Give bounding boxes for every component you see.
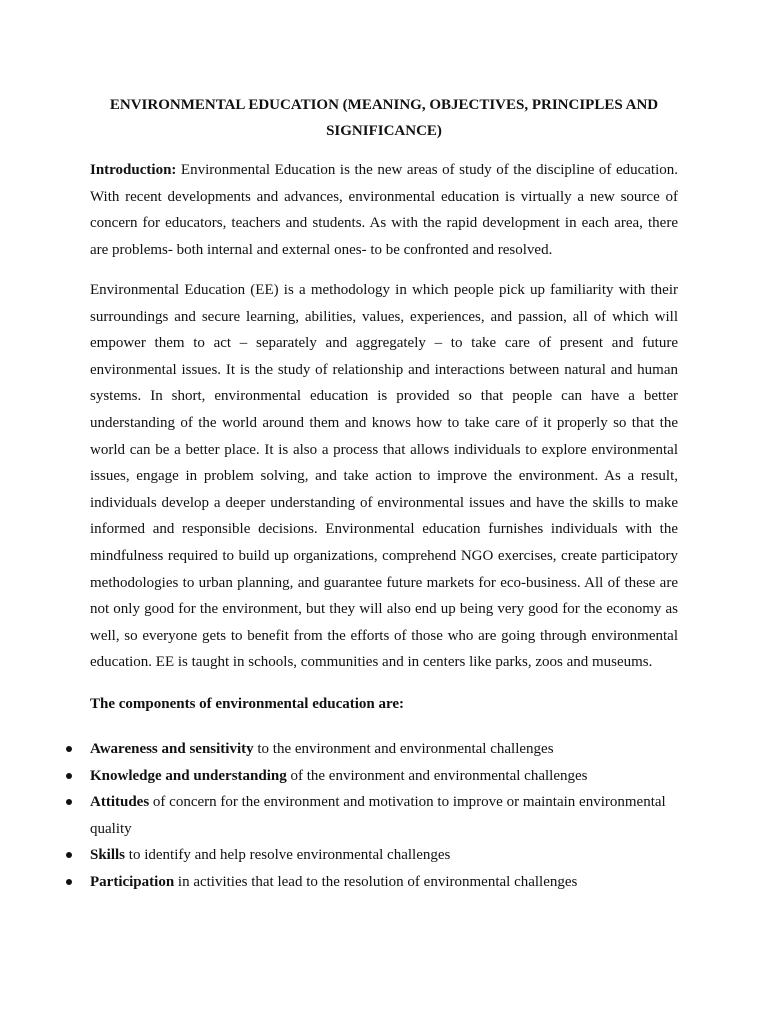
- list-item-text: in activities that lead to the resolution of environmental challenges: [174, 873, 578, 890]
- intro-label: Introduction:: [90, 162, 177, 178]
- intro-text: Environmental Education is the new areas of study of the discipline of education. With recent developments and advances, environmental education is virtually a new source of concern for educators, teachers and students. As with the rapid development in each area, there are problems- both internal and external ones- to be confronted and resolved.: [90, 162, 678, 258]
- definition-paragraph: Environmental Education (EE) is a methodology in which people pick up familiarity with their surroundings and secure learning, abilities, values, experiences, and passion, all of which will empower them to act – separately and aggregately – to take care of present and future environmental issues. It is the study of relationship and interactions between natural and human systems. In short, environmental education is provided so that people can have a better understanding of the world around them and knows how to take care of it properly so that the world can be a better place. It is also a process that allows individuals to explore environmental issues, engage in problem solving, and take action to improve the environment. As a result, individuals develop a deeper understanding of environmental issues and have the skills to make informed and responsible decisions. Environmental education furnishes individuals with the mindfulness required to build up organizations, comprehend NGO exercises, create participatory methodologies to urban planning, and guarantee future markets for eco-business. All of these are not only good for the environment, but they will also end up being very good for the economy as well, so everyone gets to benefit from the efforts of those who are going through environmental education. EE is taught in schools, communities and in centers like parks, zoos and museums.: [90, 282, 678, 671]
- list-item: [90, 869, 678, 896]
- bullet-icon: [66, 799, 72, 805]
- components-list: [90, 736, 678, 896]
- bullet-icon: [66, 879, 72, 885]
- list-item-term: Participation: [90, 873, 175, 890]
- bullet-icon: [66, 773, 72, 779]
- list-item-term: Awareness and sensitivity: [90, 741, 254, 757]
- list-item-text: to the environment and environmental challenges: [253, 741, 554, 757]
- bullet-icon: [66, 852, 72, 858]
- list-item-term: Skills: [90, 847, 126, 864]
- intro-paragraph: [90, 157, 678, 263]
- list-item: [90, 763, 678, 790]
- page-title: ENVIRONMENTAL EDUCATION (MEANING, OBJECTIVES, PRINCIPLES AND SIGNIFICANCE): [109, 97, 659, 139]
- list-item-term: Attitudes: [90, 794, 150, 811]
- list-item-text: to identify and help resolve environmental challenges: [125, 847, 451, 864]
- list-item-text: of the environment and environmental challenges: [286, 767, 588, 784]
- list-item-text: of concern for the environment and motivation to improve or maintain environmental quality: [90, 794, 666, 837]
- list-item: [90, 736, 678, 763]
- list-item: [90, 842, 678, 869]
- bullet-icon: [66, 746, 72, 752]
- list-item-term: Knowledge and understanding: [90, 767, 287, 784]
- list-item: [90, 789, 678, 842]
- components-heading: The components of environmental education are:: [90, 696, 405, 712]
